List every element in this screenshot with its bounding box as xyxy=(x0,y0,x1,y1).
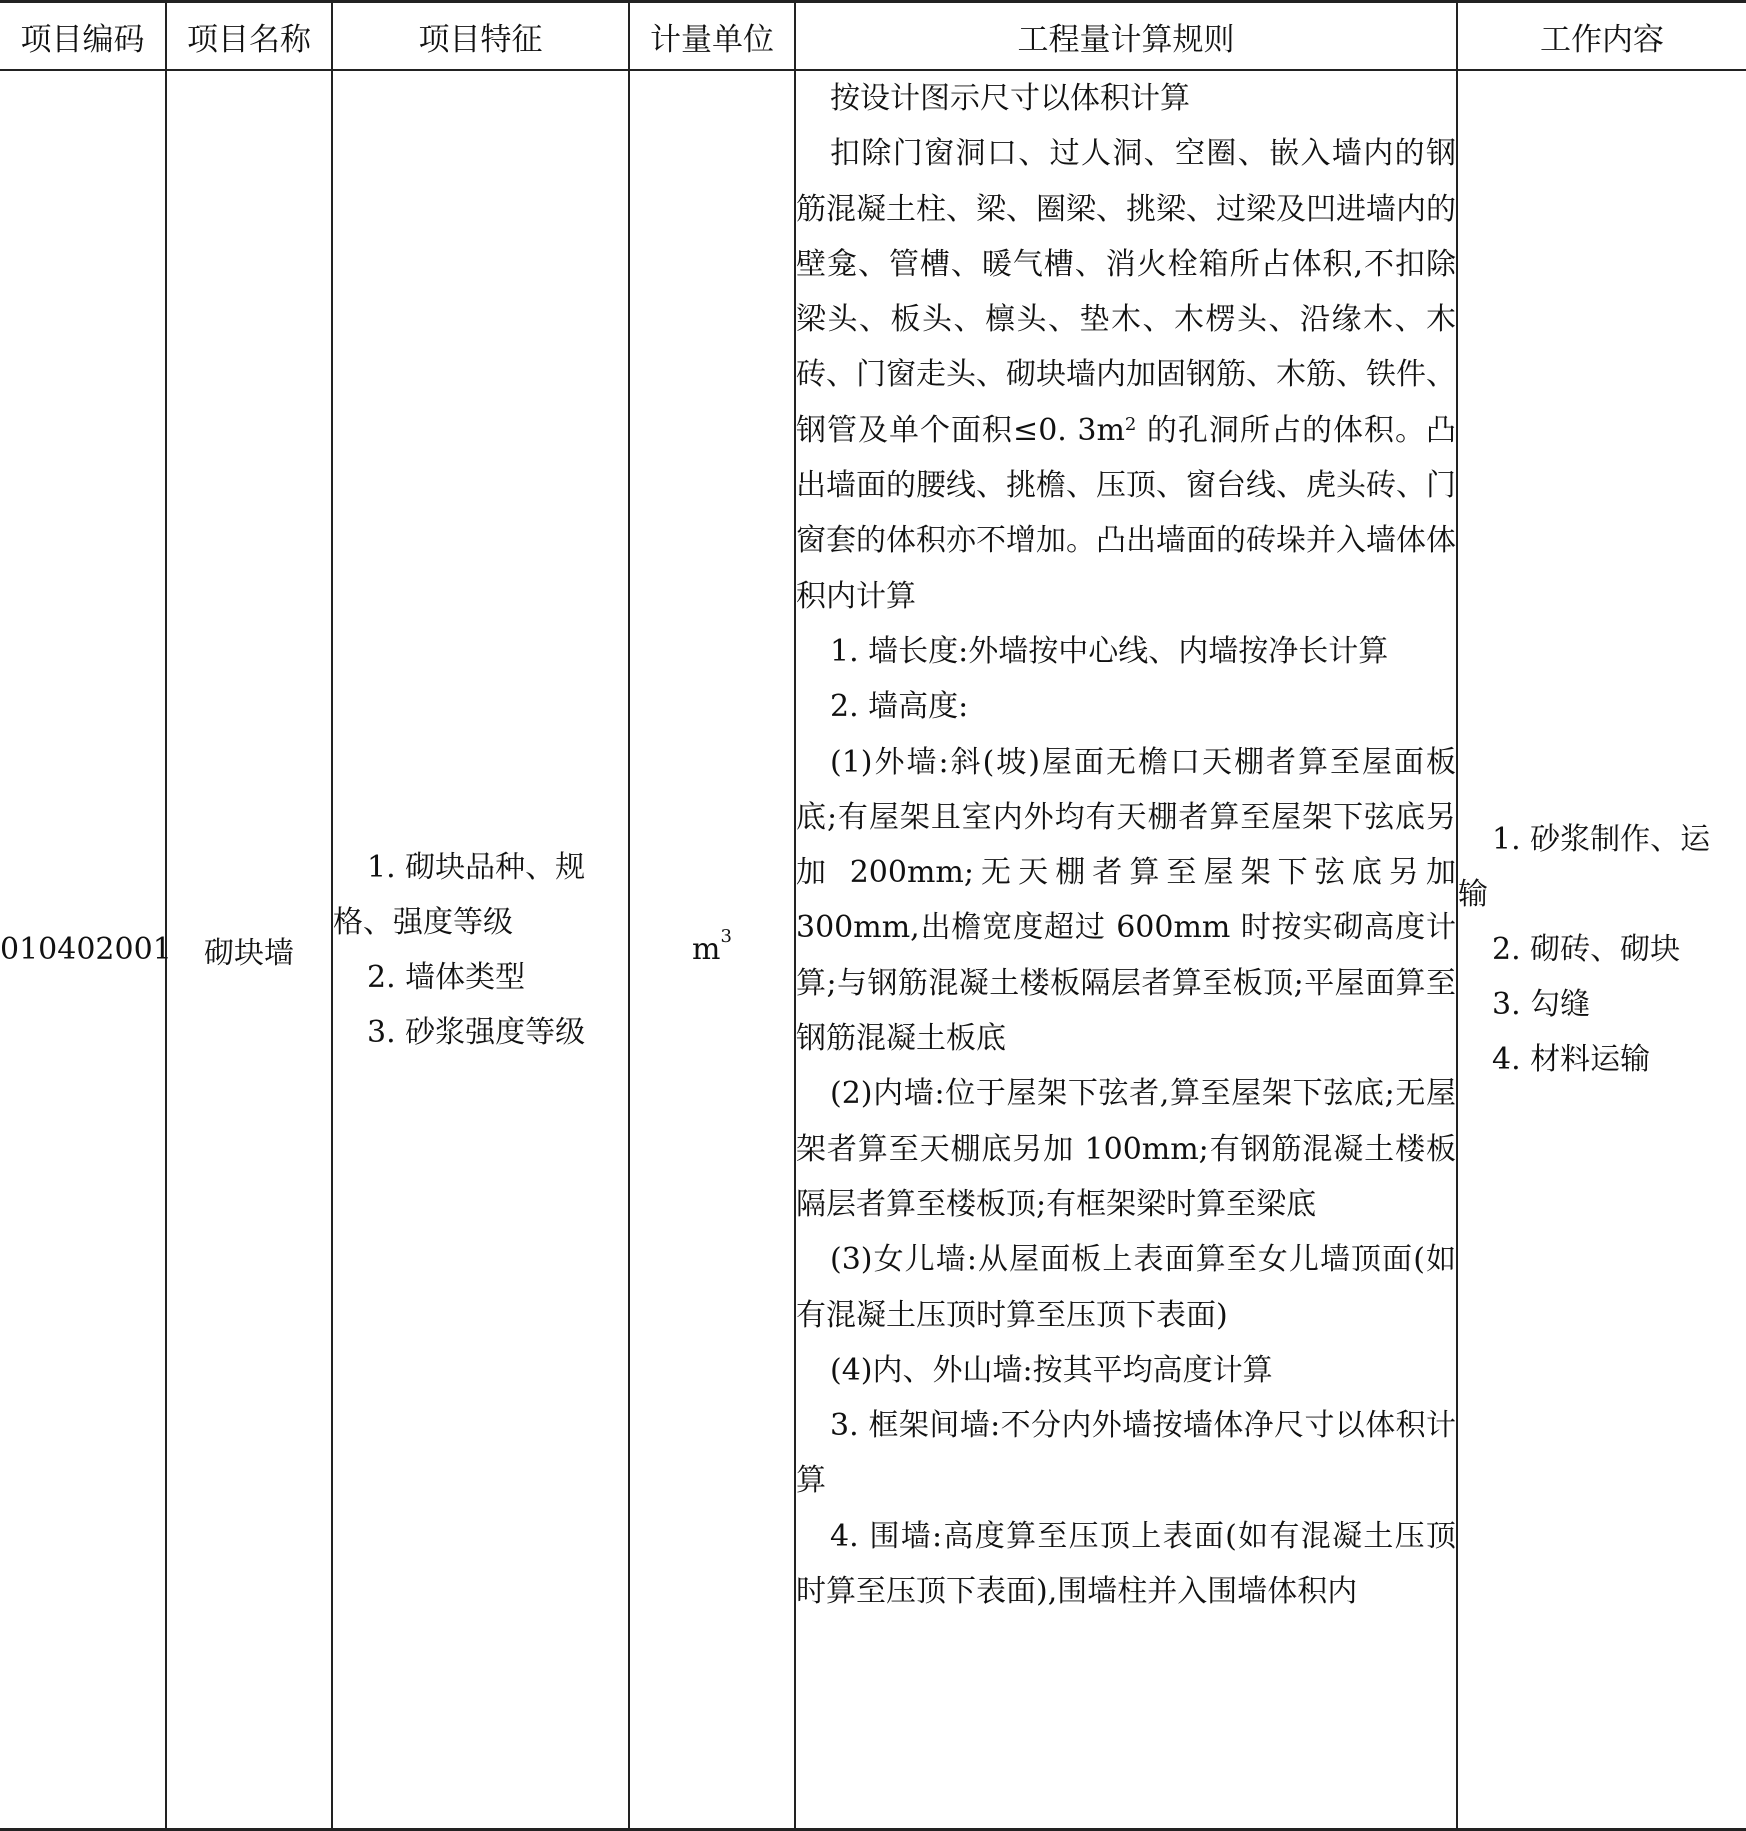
work-1b: 输 xyxy=(1458,877,1488,912)
rule-p2 xyxy=(796,126,1456,624)
cell-unit xyxy=(629,70,795,1830)
work-2: 2. 砌砖、砌块 xyxy=(1492,932,1681,967)
rule-p10: 4. 围墙:高度算至压顶上表面(如有混凝土压顶时算至压顶下表面),围墙柱并入围墙体积内 xyxy=(796,1518,1456,1610)
rule-p1: 按设计图示尺寸以体积计算 xyxy=(830,81,1190,116)
cell-code: 010402001 xyxy=(0,70,166,1830)
work-1a: 1. 砂浆制作、运 xyxy=(1492,822,1711,857)
feature-1b: 格、强度等级 xyxy=(333,904,513,940)
cell-features xyxy=(332,70,629,1830)
work-3: 3. 勾缝 xyxy=(1492,987,1591,1022)
header-row xyxy=(0,2,1746,71)
rule-p5: (1)外墙:斜(坡)屋面无檐口天棚者算至屋面板底;有屋架且室内外均有天棚者算至屋架下弦底另加 200mm;无天棚者算至屋架下弦底另加 300mm,出檐宽度超过 600mm 时按实砌高度计算;与钢筋混凝土楼板隔层者算至板顶;平屋面算至钢筋混凝土板底 xyxy=(796,744,1456,1057)
header-work: 工作内容 xyxy=(1457,2,1746,71)
rule-p9: 3. 框架间墙:不分内外墙按墙体净尺寸以体积计算 xyxy=(796,1408,1456,1499)
cell-work xyxy=(1457,70,1746,1830)
rule-p6: (2)内墙:位于屋架下弦者,算至屋架下弦底;无屋架者算至天棚底另加 100mm;有钢筋混凝土楼板隔层者算至楼板顶;有框架梁时算至梁底 xyxy=(796,1076,1456,1222)
feature-2: 2. 墙体类型 xyxy=(367,959,526,995)
unit-exponent: 3 xyxy=(720,926,732,947)
rule-p4: 2. 墙高度: xyxy=(830,689,969,725)
unit-base: m xyxy=(692,932,721,967)
rule-p8: (4)内、外山墙:按其平均高度计算 xyxy=(830,1352,1273,1388)
header-unit: 计量单位 xyxy=(629,2,795,71)
header-features: 项目特征 xyxy=(332,2,629,71)
table-row xyxy=(0,70,1746,1830)
rule-p7: (3)女儿墙:从屋面板上表面算至女儿墙顶面(如有混凝土压顶时算至压顶下表面) xyxy=(796,1242,1456,1333)
rule-p3: 1. 墙长度:外墙按中心线、内墙按净长计算 xyxy=(830,633,1389,669)
feature-3: 3. 砂浆强度等级 xyxy=(367,1014,586,1050)
work-4: 4. 材料运输 xyxy=(1492,1042,1651,1077)
rule-p2b: 的孔洞所占的体积。凸出墙面的腰线、挑檐、压顶、窗台线、虎头砖、门窗套的体积亦不增加。凸出墙面的砖垛并入墙体体积内计算 xyxy=(796,412,1456,614)
rule-p2-exponent: 2 xyxy=(1124,413,1137,435)
header-code: 项目编码 xyxy=(0,2,166,71)
rule-p2a: 扣除门窗洞口、过人洞、空圈、嵌入墙内的钢筋混凝土柱、梁、圈梁、挑梁、过梁及凹进墙内的壁龛、管槽、暖气槽、消火栓箱所占体积,不扣除梁头、板头、檩头、垫木、木楞头、沿缘木、木砖、门窗走头、砌块墙内加固钢筋、木筋、铁件、钢管及单个面积≤0. 3m xyxy=(796,136,1456,448)
header-name: 项目名称 xyxy=(166,2,332,71)
feature-1a: 1. 砌块品种、规 xyxy=(367,849,586,885)
cell-name: 砌块墙 xyxy=(166,70,332,1830)
cell-rules xyxy=(795,70,1457,1830)
header-rules: 工程量计算规则 xyxy=(795,2,1457,71)
